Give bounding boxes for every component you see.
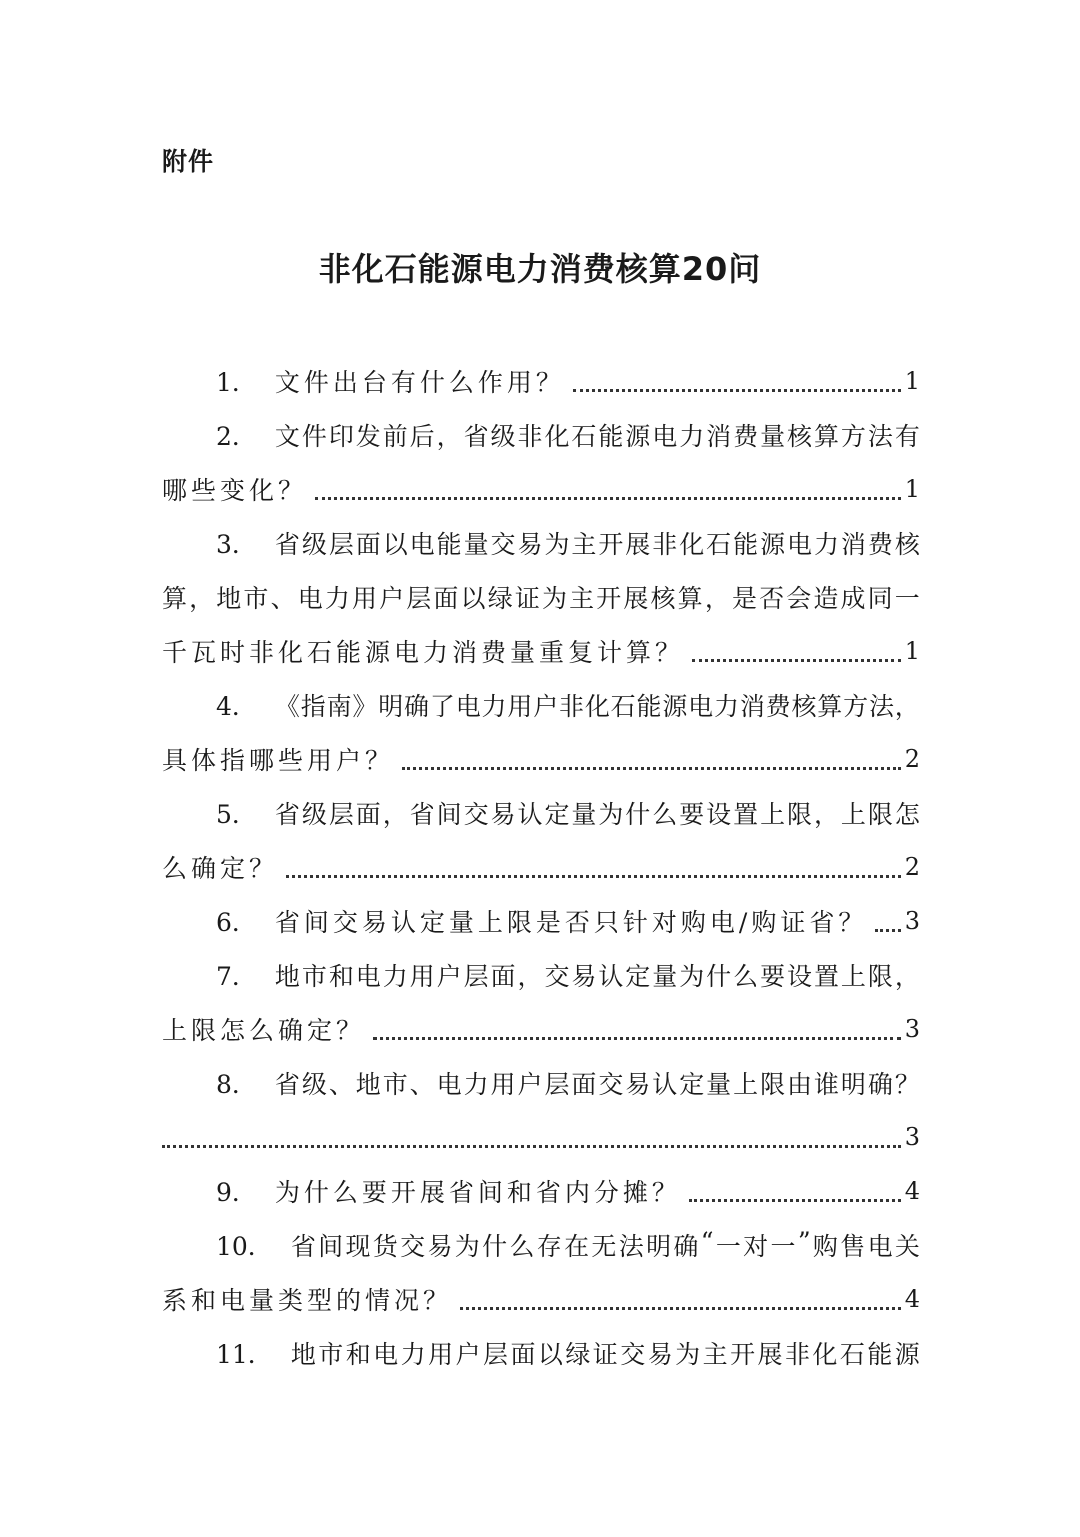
toc-number: 1． [216, 368, 257, 397]
attachment-label: 附件 [162, 147, 215, 176]
toc-page-number: 2 [904, 745, 920, 773]
toc-entry[interactable] [162, 786, 920, 840]
toc-entry-continuation[interactable] [162, 570, 920, 624]
toc-text: 省 间 现 货 交 易 为 什 么 存 在 无 法 明 确 “ 一 对 一 ” 购 售 电 关 [290, 1227, 920, 1261]
toc-page-number: 4 [904, 1177, 920, 1205]
toc-entry-continuation[interactable] [162, 462, 920, 516]
leader-dots [286, 875, 901, 878]
toc-page-number: 1 [904, 367, 920, 395]
toc-text: 地 市 和 电 力 用 户 层 面 ， 交 易 认 定 量 为 什 么 要 设 置 上 限 ， [274, 962, 920, 991]
leader-dots [692, 659, 901, 662]
toc-text: 文件出台有什么作用？ [274, 368, 565, 397]
toc-entry-continuation[interactable] [162, 732, 920, 786]
toc-number: 11． [216, 1340, 273, 1369]
toc-text: 文 件 印 发 前 后 ， 省 级 非 化 石 能 源 电 力 消 费 量 核 算 方 法 有 [274, 422, 920, 451]
leader-dots [315, 497, 901, 500]
table-of-contents [162, 354, 920, 1380]
toc-entry[interactable] [162, 894, 920, 948]
toc-number: 7． [216, 962, 257, 991]
toc-text: 系和电量类型的情况？ [162, 1286, 453, 1315]
toc-text: 千瓦时非化石能源电力消费量重复计算？ [162, 638, 685, 667]
leader-dots [373, 1037, 901, 1040]
toc-number: 10． [216, 1232, 273, 1261]
leader-dots [875, 929, 900, 932]
toc-entry-continuation[interactable] [162, 1110, 920, 1164]
toc-text: 省 级 层 面 ， 省 间 交 易 认 定 量 为 什 么 要 设 置 上 限 ， 上 限 怎 [274, 800, 920, 829]
toc-text: 省 级 、 地 市 、 电 力 用 户 层 面 交 易 认 定 量 上 限 由 谁 明 确 ？ [274, 1070, 920, 1099]
toc-page-number: 3 [904, 1123, 920, 1151]
toc-entry[interactable] [162, 408, 920, 462]
toc-entry[interactable] [162, 516, 920, 570]
toc-text: 为什么要开展省间和省内分摊？ [274, 1178, 681, 1207]
toc-entry[interactable] [162, 1056, 920, 1110]
toc-text: 上限怎么确定？ [162, 1016, 366, 1045]
toc-text: 《 指 南 》 明 确 了 电 力 用 户 非 化 石 能 源 电 力 消 费 核 算 方 法 ， [274, 692, 920, 721]
toc-entry[interactable] [162, 354, 920, 408]
toc-page-number: 1 [904, 475, 920, 503]
toc-entry[interactable] [162, 948, 920, 1002]
leader-dots [402, 767, 901, 770]
toc-page-number: 4 [904, 1285, 920, 1313]
toc-entry-continuation[interactable] [162, 624, 920, 678]
toc-page-number: 3 [904, 1015, 920, 1043]
toc-text: 具体指哪些用户？ [162, 746, 395, 775]
leader-dots [573, 389, 901, 392]
toc-entry-continuation[interactable] [162, 1002, 920, 1056]
toc-entry[interactable] [162, 1326, 920, 1380]
leader-dots [689, 1199, 901, 1202]
leader-dots [460, 1307, 901, 1310]
toc-number: 8． [216, 1070, 257, 1099]
toc-page-number: 3 [904, 907, 920, 935]
toc-page-number: 1 [904, 637, 920, 665]
toc-entry[interactable] [162, 1218, 920, 1272]
toc-text: 地 市 和 电 力 用 户 层 面 以 绿 证 交 易 为 主 开 展 非 化 石 能 源 [290, 1340, 920, 1369]
toc-entry[interactable] [162, 1164, 920, 1218]
toc-entry-continuation[interactable] [162, 840, 920, 894]
toc-text: 算 ， 地 市 、 电 力 用 户 层 面 以 绿 证 为 主 开 展 核 算 ， 是 否 会 造 成 同 一 [162, 584, 920, 613]
toc-number: 5． [216, 800, 257, 829]
toc-number: 2． [216, 422, 257, 451]
document-title: 非化石能源电力消费核算20问 [318, 250, 762, 288]
toc-text: 省间交易认定量上限是否只针对购电/购证省？ [274, 908, 868, 937]
toc-text: 么确定？ [162, 854, 279, 883]
toc-number: 6． [216, 908, 257, 937]
leader-dots [162, 1145, 901, 1148]
toc-page-number: 2 [904, 853, 920, 881]
toc-text: 哪些变化？ [162, 476, 308, 505]
toc-number: 4． [216, 692, 257, 721]
toc-number: 9． [216, 1178, 257, 1207]
toc-text: 省 级 层 面 以 电 能 量 交 易 为 主 开 展 非 化 石 能 源 电 力 消 费 核 [274, 530, 920, 559]
toc-number: 3． [216, 530, 257, 559]
toc-entry[interactable] [162, 678, 920, 732]
toc-entry-continuation[interactable] [162, 1272, 920, 1326]
